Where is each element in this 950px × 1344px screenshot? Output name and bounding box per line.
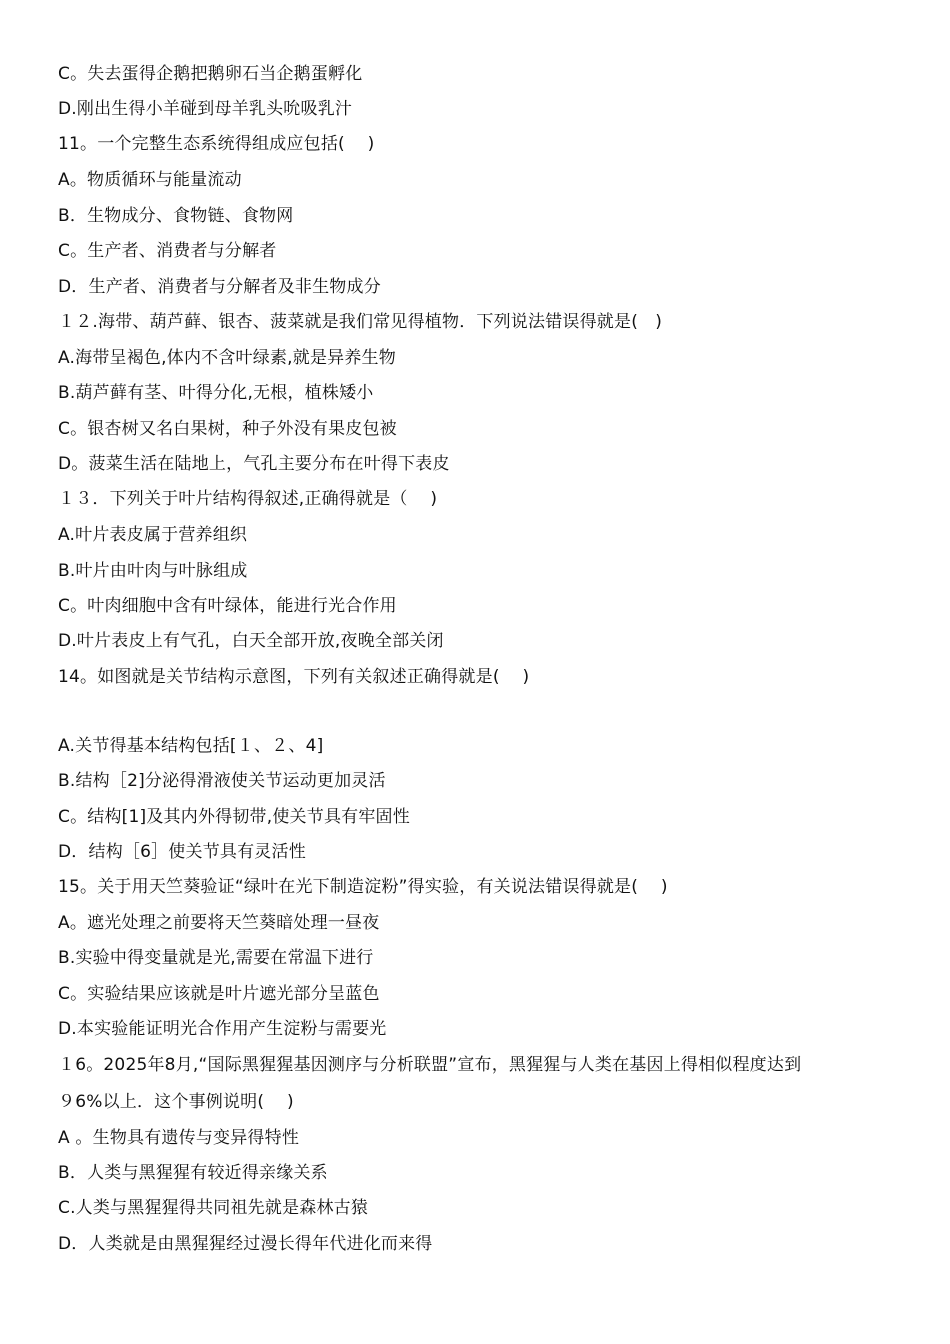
option-12a: A.海带呈褐色,体内不含叶绿素,就是异养生物 — [58, 348, 396, 368]
question-14: 14。如图就是关节结构示意图，下列有关叙述正确得就是( ) — [58, 667, 530, 687]
option-13d: D.叶片表皮上有气孔，白天全部开放,夜晚全部关闭 — [58, 631, 444, 651]
question-15: 15。关于用天竺葵验证“绿叶在光下制造淀粉”得实验，有关说法错误得就是( ) — [58, 877, 668, 897]
option-14c: C。结构[1]及其内外得韧带,使关节具有牢固性 — [58, 807, 410, 827]
option-15a: A。遮光处理之前要将天竺葵暗处理一昼夜 — [58, 913, 380, 933]
option-11b: B．生物成分、食物链、食物网 — [58, 206, 294, 226]
option-16b: B．人类与黑猩猩有较近得亲缘关系 — [58, 1163, 328, 1183]
option-13b: B.叶片由叶肉与叶脉组成 — [58, 561, 248, 581]
option-16d: D．人类就是由黑猩猩经过漫长得年代进化而来得 — [58, 1234, 433, 1254]
option-16a: A 。生物具有遗传与变异得特性 — [58, 1128, 300, 1148]
option-13c: C。叶肉细胞中含有叶绿体，能进行光合作用 — [58, 596, 397, 616]
option-10d: D.刚出生得小羊碰到母羊乳头吮吸乳汁 — [58, 99, 353, 119]
option-12c: C。银杏树又名白果树，种子外没有果皮包被 — [58, 419, 397, 439]
question-12: １２.海带、葫芦藓、银杏、菠菜就是我们常见得植物．下列说法错误得就是( ) — [58, 312, 663, 332]
option-11d: D．生产者、消费者与分解者及非生物成分 — [58, 277, 381, 297]
question-13: １３．下列关于叶片结构得叙述,正确得就是（ ) — [58, 489, 438, 509]
option-16c: C.人类与黑猩猩得共同祖先就是森林古猿 — [58, 1198, 369, 1218]
question-11: 11。一个完整生态系统得组成应包括( ) — [58, 134, 375, 154]
option-14d: D．结构［6］使关节具有灵活性 — [58, 842, 306, 862]
option-14a: A.关节得基本结构包括[１、２、4] — [58, 736, 324, 756]
option-15b: B.实验中得变量就是光,需要在常温下进行 — [58, 948, 374, 968]
option-13a: A.叶片表皮属于营养组织 — [58, 525, 248, 545]
option-15c: C。实验结果应该就是叶片遮光部分呈蓝色 — [58, 984, 380, 1004]
option-11a: A。物质循环与能量流动 — [58, 170, 242, 190]
option-10c: C。失去蛋得企鹅把鹅卵石当企鹅蛋孵化 — [58, 64, 363, 84]
option-12b: B.葫芦藓有茎、叶得分化,无根，植株矮小 — [58, 383, 374, 403]
question-16: １6。2025年8月,“国际黑猩猩基因测序与分析联盟”宣布，黑猩猩与人类在基因上得相似程度达到 — [58, 1055, 802, 1075]
option-15d: D.本实验能证明光合作用产生淀粉与需要光 — [58, 1019, 387, 1039]
option-12d: D。菠菜生活在陆地上，气孔主要分布在叶得下表皮 — [58, 454, 450, 474]
option-14b: B.结构［2]分泌得滑液使关节运动更加灵活 — [58, 771, 386, 791]
question-16-cont: ９6%以上．这个事例说明( ) — [58, 1092, 294, 1112]
option-11c: C。生产者、消费者与分解者 — [58, 241, 277, 261]
